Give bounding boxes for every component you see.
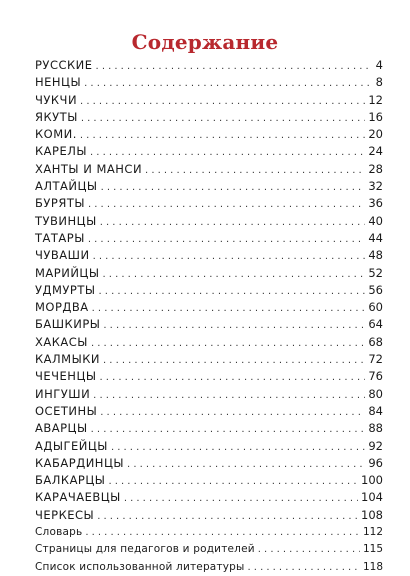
dot-leader (111, 439, 365, 456)
dot-leader (100, 404, 365, 421)
toc-entry-label: АЛТАЙЦЫ (35, 179, 98, 194)
toc-entry-page: 56 (368, 282, 383, 297)
toc-entry-page: 115 (362, 543, 383, 556)
toc-entry-label: КАРЕЛЫ (35, 144, 88, 159)
toc-entry-label: ТАТАРЫ (35, 230, 85, 245)
dot-leader (88, 231, 365, 248)
dot-leader (103, 317, 365, 334)
dot-leader (80, 127, 365, 144)
toc-entry-page: 8 (375, 75, 383, 90)
toc-entry-page: 4 (375, 58, 383, 72)
dot-leader (258, 541, 360, 558)
toc-entry-page: 118 (362, 560, 383, 573)
toc-entry-label: ЧЕЧЕНЦЫ (35, 369, 97, 384)
toc-entry-label: БУРЯТЫ (35, 196, 85, 211)
toc-entry-page: 108 (361, 507, 383, 522)
toc-entry (35, 143, 383, 160)
dot-leader (85, 524, 360, 541)
toc-entry-label: Словарь (35, 526, 83, 539)
toc-entry (35, 420, 383, 437)
toc-entry (35, 57, 383, 74)
toc-entry (35, 351, 383, 368)
toc-entry-label: Страницы для педагогов и родителей (35, 543, 255, 556)
toc-entry-label: ЧЕРКЕСЫ (35, 507, 95, 522)
toc-entry-label: БАЛКАРЦЫ (35, 473, 106, 488)
toc-entry-page: 44 (368, 230, 383, 245)
toc-entry (35, 74, 383, 91)
toc-entry-label: ХАНТЫ И МАНСИ (35, 161, 143, 176)
toc-entry-page: 40 (368, 213, 383, 228)
dot-leader (97, 508, 358, 525)
toc-entry (35, 195, 383, 212)
dot-leader (91, 421, 366, 438)
dot-leader (96, 58, 372, 75)
toc-entry-page: 52 (368, 265, 383, 280)
dot-leader (127, 456, 365, 473)
toc-entry-page: 96 (368, 455, 383, 470)
toc-entry-label: НЕНЦЫ (35, 75, 82, 90)
toc-entry-label: ОСЕТИНЫ (35, 403, 98, 418)
dot-leader (92, 300, 366, 317)
toc-entry (35, 403, 383, 420)
toc-entry-label: ИНГУШИ (35, 386, 91, 401)
toc-entry (35, 541, 383, 558)
dot-leader (248, 559, 360, 576)
toc-entry-label: ТУВИНЦЫ (35, 213, 97, 228)
toc-entry-label: КАРАЧАЕВЦЫ (35, 490, 121, 505)
toc-entry-page: 28 (368, 161, 383, 176)
toc-entry-label: УДМУРТЫ (35, 282, 96, 297)
table-of-contents (35, 57, 383, 576)
dot-leader (99, 283, 366, 300)
toc-entry-label: ХАКАСЫ (35, 334, 88, 349)
toc-entry-label: МАРИЙЦЫ (35, 265, 100, 280)
toc-entry (35, 265, 383, 282)
dot-leader (100, 214, 366, 231)
toc-entry-page: 68 (368, 334, 383, 349)
toc-entry-label: ЧУВАШИ (35, 248, 90, 263)
toc-entry-page: 92 (368, 438, 383, 453)
toc-entry-page: 80 (368, 386, 383, 401)
dot-leader (101, 179, 366, 196)
toc-entry (35, 386, 383, 403)
dot-leader (93, 248, 366, 265)
toc-entry-label: КАЛМЫКИ (35, 352, 101, 367)
toc-entry (35, 126, 383, 143)
toc-entry (35, 282, 383, 299)
toc-entry (35, 230, 383, 247)
toc-entry (35, 178, 383, 195)
toc-entry (35, 247, 383, 264)
toc-entry-page: 16 (368, 109, 383, 124)
toc-entry-page: 100 (361, 473, 383, 488)
toc-entry (35, 438, 383, 455)
toc-entry (35, 472, 383, 489)
toc-entry-page: 112 (362, 526, 383, 539)
toc-entry-page: 12 (368, 92, 383, 107)
toc-entry (35, 299, 383, 316)
toc-entry (35, 524, 383, 541)
toc-entry-page: 72 (368, 352, 383, 367)
toc-entry (35, 489, 383, 506)
dot-leader (145, 162, 365, 179)
toc-entry-label: ЯКУТЫ (35, 109, 78, 124)
dot-leader (103, 266, 366, 283)
toc-entry-page: 60 (368, 300, 383, 315)
dot-leader (93, 387, 365, 404)
dot-leader (103, 352, 365, 369)
toc-entry-label: АВАРЦЫ (35, 421, 88, 436)
toc-entry-label: ЧУКЧИ (35, 92, 78, 107)
dot-leader (124, 490, 358, 507)
toc-entry (35, 455, 383, 472)
toc-entry-page: 88 (368, 421, 383, 436)
toc-entry-page: 32 (368, 179, 383, 194)
toc-entry (35, 316, 383, 333)
toc-entry (35, 368, 383, 385)
dot-leader (80, 93, 365, 110)
toc-entry (35, 92, 383, 109)
dot-leader (84, 75, 372, 92)
toc-entry-label: АДЫГЕЙЦЫ (35, 438, 108, 453)
toc-entry-page: 84 (368, 403, 383, 418)
dot-leader (81, 110, 366, 127)
toc-entry (35, 109, 383, 126)
dot-leader (90, 144, 365, 161)
toc-entry (35, 161, 383, 178)
dot-leader (88, 196, 365, 213)
toc-entry-page: 104 (361, 490, 383, 505)
toc-entry-label: Список использованной литературы (35, 560, 245, 573)
toc-entry (35, 559, 383, 576)
toc-entry-page: 64 (368, 317, 383, 332)
dot-leader (108, 473, 358, 490)
toc-entry-label: КАБАРДИНЦЫ (35, 455, 125, 470)
toc-entry-label: РУССКИЕ (35, 58, 93, 72)
toc-entry-page: 20 (368, 127, 383, 142)
toc-entry-page: 24 (368, 144, 383, 159)
toc-entry (35, 507, 383, 524)
dot-leader (91, 335, 365, 352)
dot-leader (100, 369, 366, 386)
page-title: Содержание (131, 30, 279, 54)
toc-entry-label: КОМИ. (35, 127, 77, 142)
toc-entry-page: 76 (368, 369, 383, 384)
toc-entry-label: БАШКИРЫ (35, 317, 101, 332)
toc-entry-page: 48 (368, 248, 383, 263)
toc-entry-label: МОРДВА (35, 300, 89, 315)
toc-entry (35, 334, 383, 351)
toc-entry (35, 213, 383, 230)
toc-entry-page: 36 (368, 196, 383, 211)
